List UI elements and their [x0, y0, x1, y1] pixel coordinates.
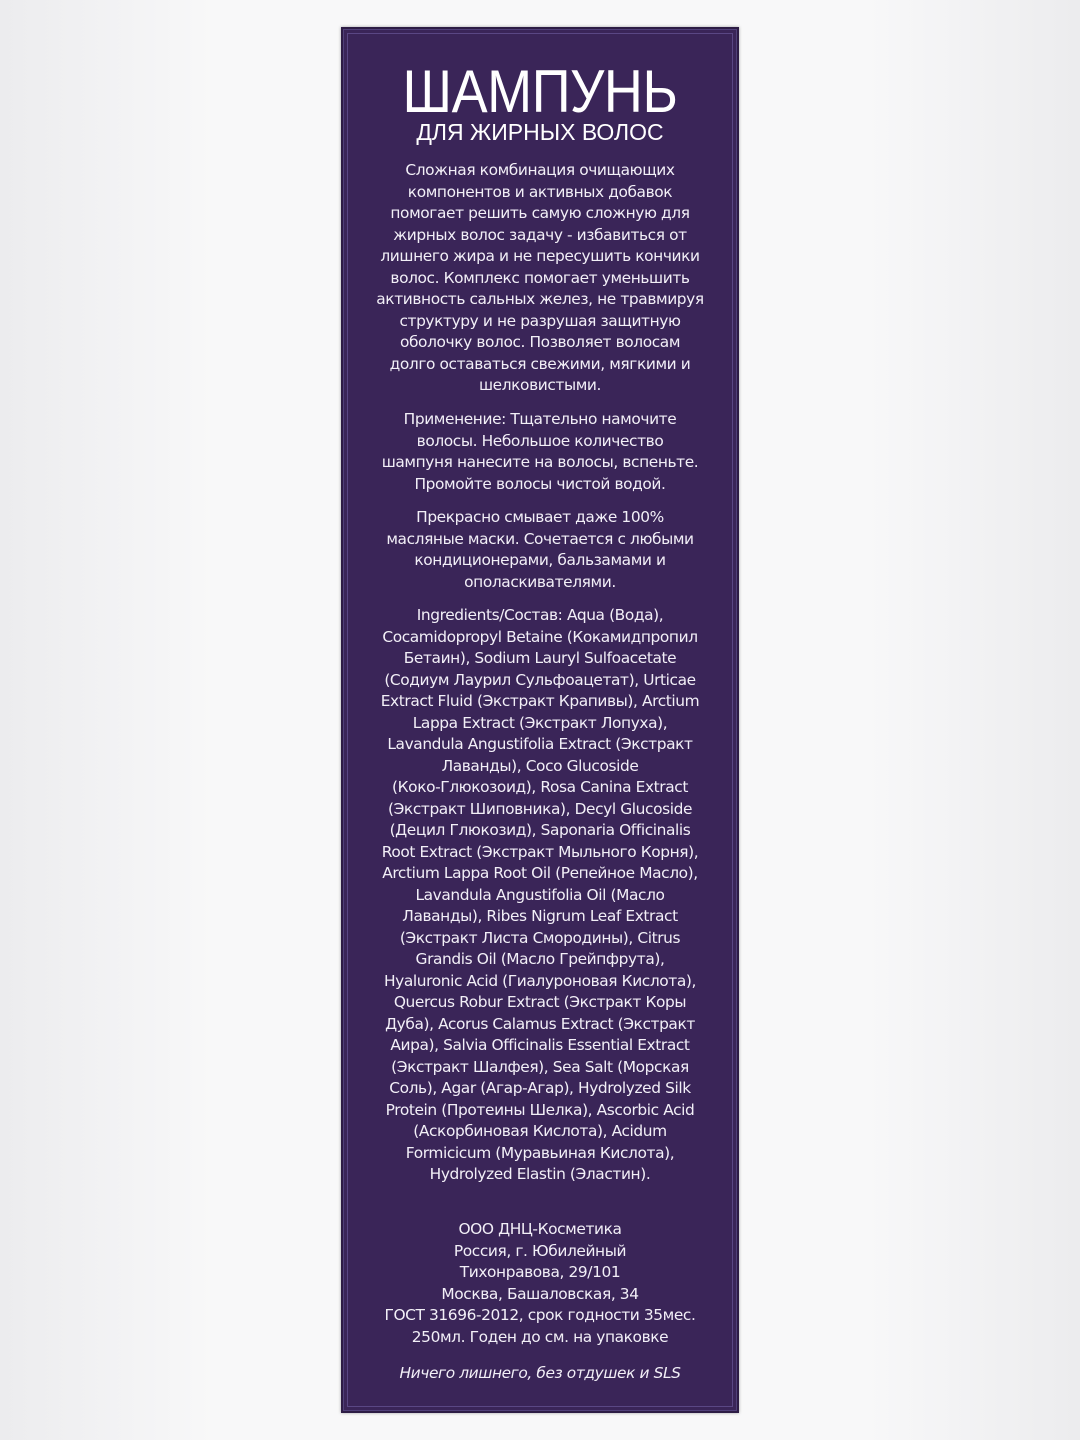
ingredients-line: Соль), Agar (Агар-Агар), Hydrolyzed Silk	[389, 1079, 691, 1097]
ingredients-line: (Экстракт Шиповника), Decyl Glucoside	[387, 799, 693, 818]
company-line: Москва, Башаловская, 34	[441, 1284, 639, 1303]
ingredients-line: (Содиум Лаурил Сульфоацетат), Urticae	[384, 670, 696, 689]
ingredients-line: (Децил Глюкозид), Saponaria Officinalis	[389, 821, 691, 839]
description-line: долго оставаться свежими, мягкими и	[389, 354, 691, 373]
usage-line: шампуня нанесите на волосы, вспеньте.	[381, 453, 699, 471]
company-line: ГОСТ 31696-2012, срок годности 35мес.	[384, 1306, 696, 1324]
ingredients-line: Дуба), Acorus Calamus Extract (Экстракт	[385, 1014, 695, 1033]
note-line: масляные маски. Сочетается с любыми	[386, 529, 694, 548]
ingredients-line: Extract Fluid (Экстракт Крапивы), Arctium	[380, 692, 700, 710]
description-line: волос. Комплекс помогает уменьшить	[390, 268, 690, 287]
ingredients-line: Arctium Lappa Root Oil (Репейное Масло),	[382, 864, 698, 882]
ingredients-line: (Аскорбиновая Кислота), Acidum	[413, 1122, 667, 1140]
description-line: жирных волос задачу - избавиться от	[393, 225, 687, 244]
ingredients-line: Бетаин), Sodium Lauryl Sulfoacetate	[403, 649, 677, 667]
note-line: кондиционерами, бальзамами и	[414, 551, 666, 569]
product-subtitle: ДЛЯ ЖИРНЫХ ВОЛОС	[416, 119, 664, 145]
description-line: оболочку волос. Позволяет волосам	[399, 333, 681, 351]
company-line: 250мл. Годен до см. на упаковке	[411, 1327, 669, 1346]
company-line: Тихонравова, 29/101	[459, 1263, 621, 1281]
description-line: компонентов и активных добавок	[407, 182, 673, 201]
usage-block	[357, 409, 723, 495]
description-line: структуру и не разрушая защитную	[399, 311, 681, 330]
ingredients-line: (Экстракт Шалфея), Sea Salt (Морская	[391, 1057, 689, 1076]
usage-line: волосы. Небольшое количество	[416, 431, 664, 450]
ingredients-line: Hyaluronic Acid (Гиалуроновая Кислота),	[383, 971, 696, 990]
description-line: активность сальных желез, не травмируя	[376, 290, 704, 308]
ingredients-line: Ingredients/Состав: Aqua (Вода),	[416, 606, 664, 624]
ingredients-line: Cocamidopropyl Betaine (Кокамидпропил	[382, 627, 698, 646]
description-block	[357, 160, 723, 397]
ingredients-line: Lappa Extract (Экстракт Лопуха),	[412, 713, 668, 732]
ingredients-line: Formicicum (Муравьиная Кислота),	[405, 1143, 675, 1162]
slogan: Ничего лишнего, без отдушек и SLS	[399, 1364, 681, 1382]
note-line: ополаскивателями.	[464, 572, 616, 591]
ingredients-line: Root Extract (Экстракт Мыльного Корня),	[381, 842, 699, 861]
usage-line: Промойте волосы чистой водой.	[414, 474, 666, 493]
description-line: помогает решить самую сложную для	[390, 204, 690, 222]
note-line: Прекрасно смывает даже 100%	[416, 508, 664, 526]
ingredients-line: (Экстракт Листа Смородины), Citrus	[399, 928, 681, 947]
product-label-panel	[341, 27, 739, 1413]
ingredients-line: Quercus Robur Extract (Экстракт Коры	[393, 993, 687, 1011]
company-line: Россия, г. Юбилейный	[453, 1241, 627, 1260]
company-block	[357, 1219, 723, 1348]
ingredients-line: Лаванды), Coco Glucoside	[441, 756, 639, 775]
ingredients-block	[357, 605, 723, 1186]
ingredients-line: Protein (Протеины Шелка), Ascorbic Acid	[385, 1100, 695, 1119]
usage-line: Применение: Тщательно намочите	[403, 410, 677, 428]
ingredients-line: Hydrolyzed Elastin (Эластин).	[429, 1165, 651, 1183]
description-line: лишнего жира и не пересушить кончики	[380, 247, 700, 265]
ingredients-line: Grandis Oil (Масло Грейпфрута),	[415, 950, 665, 968]
ingredients-line: Lavandula Angustifolia Oil (Масло	[415, 885, 665, 904]
ingredients-line: (Коко-Глюкозоид), Rosa Canina Extract	[392, 778, 688, 796]
note-block	[357, 507, 723, 593]
description-line: Сложная комбинация очищающих	[405, 161, 675, 179]
ingredients-line: Лаванды), Ribes Nigrum Leaf Extract	[402, 907, 678, 925]
ingredients-line: Аира), Salvia Officinalis Essential Extract	[390, 1036, 690, 1054]
company-line: ООО ДНЦ-Косметика	[458, 1220, 622, 1238]
description-line: шелковистыми.	[478, 376, 602, 394]
ingredients-line: Lavandula Angustifolia Extract (Экстракт	[387, 735, 693, 753]
product-title: ШАМПУНЬ	[402, 58, 678, 125]
